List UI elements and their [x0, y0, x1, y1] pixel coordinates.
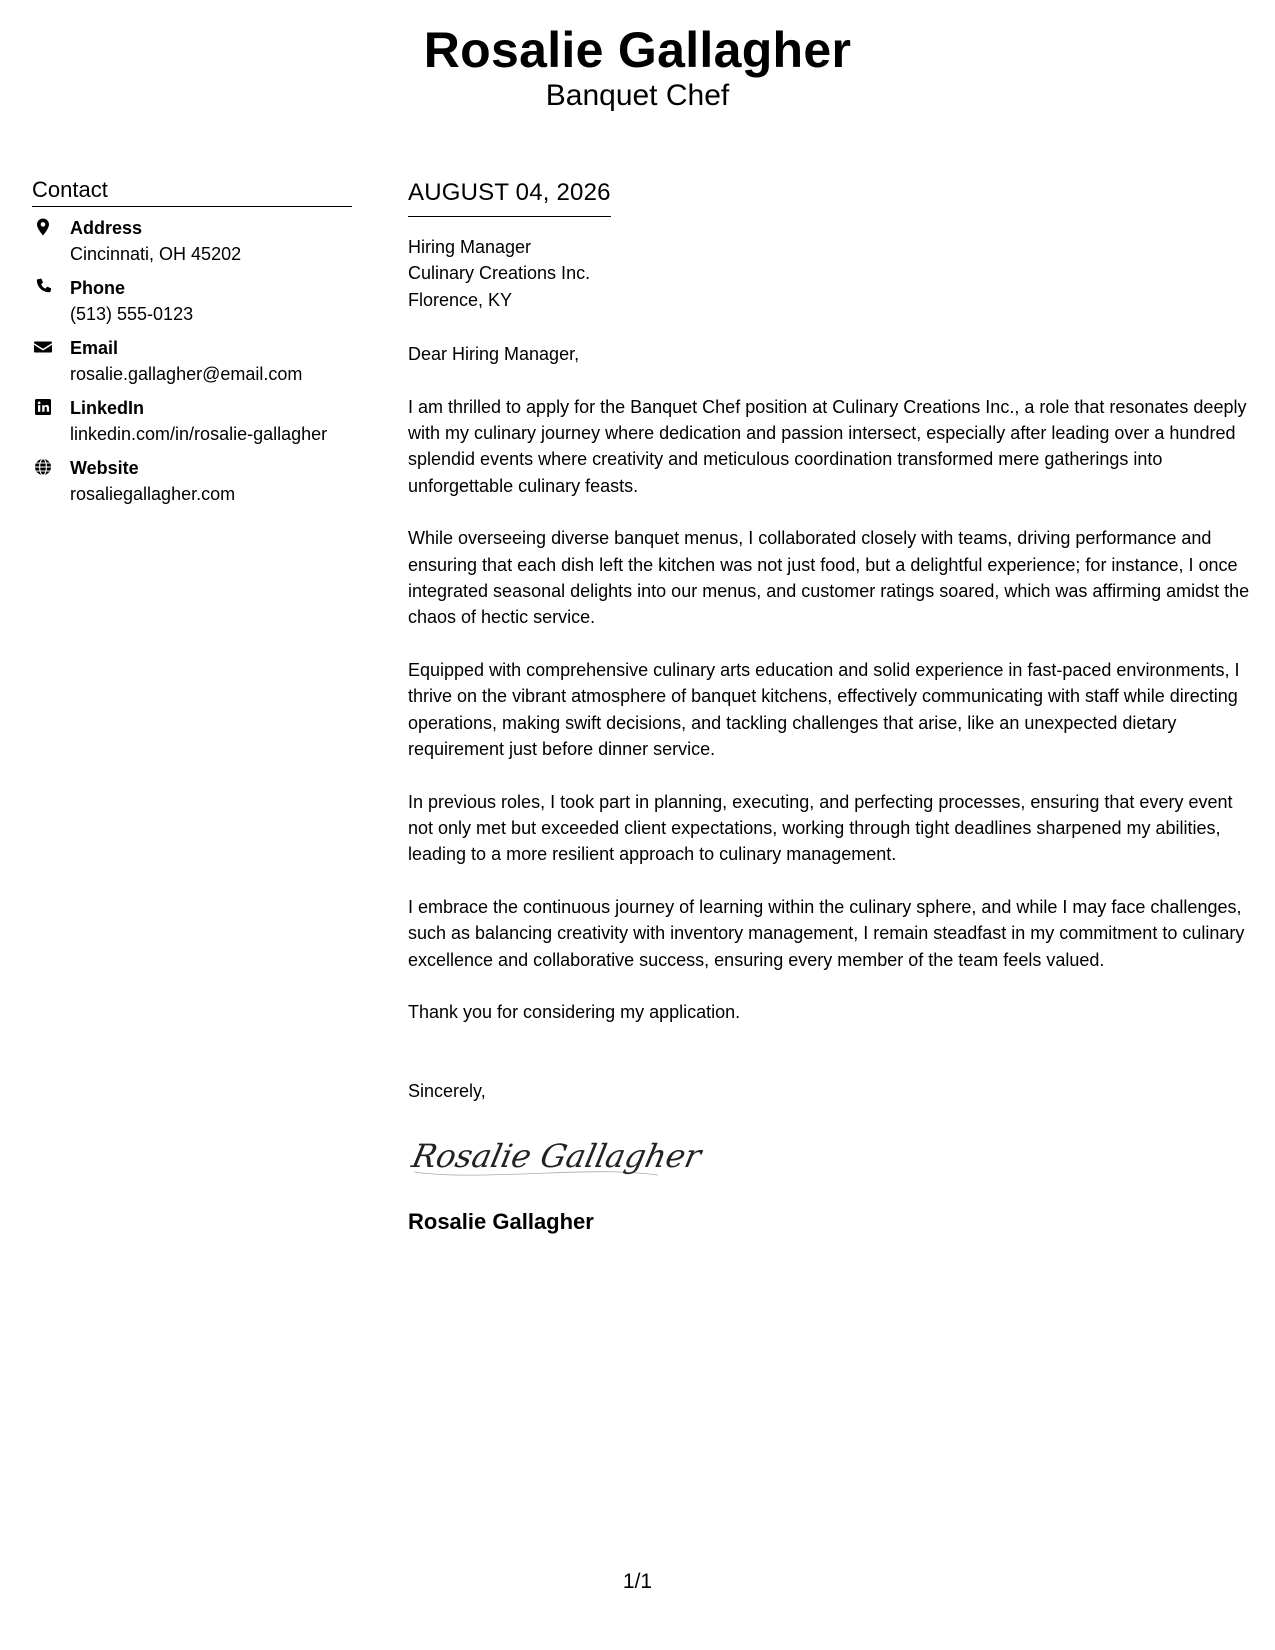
- handwritten-signature: [408, 1131, 1253, 1187]
- map-pin-icon: [33, 217, 53, 237]
- contact-item-email: [32, 336, 352, 387]
- contact-sidebar: [32, 176, 352, 507]
- letter-paragraph: Thank you for considering my application.: [408, 1001, 741, 1022]
- recipient-block: [408, 234, 1253, 313]
- contact-value-website: rosaliegallagher.com: [70, 484, 236, 504]
- recipient-line: Hiring Manager: [408, 237, 532, 257]
- cover-letter-body: [408, 176, 1253, 1237]
- contact-section-title: Contact: [32, 176, 352, 207]
- contact-value-address: Cincinnati, OH 45202: [70, 244, 242, 264]
- letter-paragraph: In previous roles, I took part in planning, executing, and perfecting processes, ensuring that every event not only met but exceeded client expectations, working through tight deadlines sharpened my abilities, leading to a more resilient approach to culinary management.: [408, 791, 1233, 865]
- applicant-name: Rosalie Gallagher: [423, 22, 852, 78]
- contact-value-phone: (513) 555-0123: [70, 304, 194, 324]
- contact-item-phone: [32, 276, 352, 327]
- recipient-line: Florence, KY: [408, 289, 513, 310]
- letter-paragraph: Equipped with comprehensive culinary arts education and solid experience in fast-paced environments, I thrive on the vibrant atmosphere of banquet kitchens, effectively communicating with staff while directing operations, making swift decisions, and tackling challenges that arise, like an unexpected dietary requirement just before dinner service.: [408, 659, 1240, 760]
- salutation: Dear Hiring Manager,: [408, 344, 580, 365]
- contact-label: Website: [70, 458, 139, 478]
- page-indicator: 1/1: [622, 1570, 653, 1593]
- contact-value-linkedin: linkedin.com/in/rosalie-gallagher: [70, 424, 328, 444]
- contact-label: Phone: [70, 278, 126, 298]
- signed-name: Rosalie Gallagher: [408, 1208, 594, 1234]
- contact-item-website: [32, 456, 352, 507]
- phone-icon: [33, 277, 53, 297]
- applicant-title: Banquet Chef: [545, 79, 730, 112]
- closing: Sincerely,: [408, 1081, 486, 1102]
- envelope-icon: [33, 337, 53, 357]
- contact-label: Email: [70, 338, 119, 358]
- contact-value-email: rosalie.gallagher@email.com: [70, 364, 303, 384]
- linkedin-icon: [33, 397, 53, 417]
- resume-header: [0, 18, 1275, 114]
- letter-paragraph: I am thrilled to apply for the Banquet Chef position at Culinary Creations Inc., a role that resonates deeply with my culinary journey where dedication and passion intersect, especially after leading over a hundred splendid events where creativity and meticulous coordination transformed mere gatherings into unforgettable culinary feasts.: [408, 396, 1247, 496]
- globe-icon: [33, 457, 53, 477]
- contact-label: Address: [70, 218, 143, 238]
- recipient-line: Culinary Creations Inc.: [408, 263, 591, 284]
- contact-item-linkedin: [32, 396, 352, 447]
- svg-text:Rosalie Gallagher: Rosalie Gallagher: [408, 1137, 705, 1175]
- contact-item-address: [32, 216, 352, 267]
- contact-label: LinkedIn: [70, 398, 145, 418]
- letter-date: AUGUST 04, 2026: [408, 176, 611, 217]
- letter-paragraph: While overseeing diverse banquet menus, I collaborated closely with teams, driving performance and ensuring that each dish left the kitchen was not just food, but a delightful experience; for instance, I once integrated seasonal delights into our menus, and customer ratings soared, which was affirming amidst the chaos of hectic service.: [408, 528, 1250, 628]
- letter-paragraph: I embrace the continuous journey of learning within the culinary sphere, and while I may face challenges, such as balancing creativity with inventory management, I remain steadfast in my commitment to culinary excellence and collaborative success, ensuring every member of the team feels valued.: [408, 896, 1245, 970]
